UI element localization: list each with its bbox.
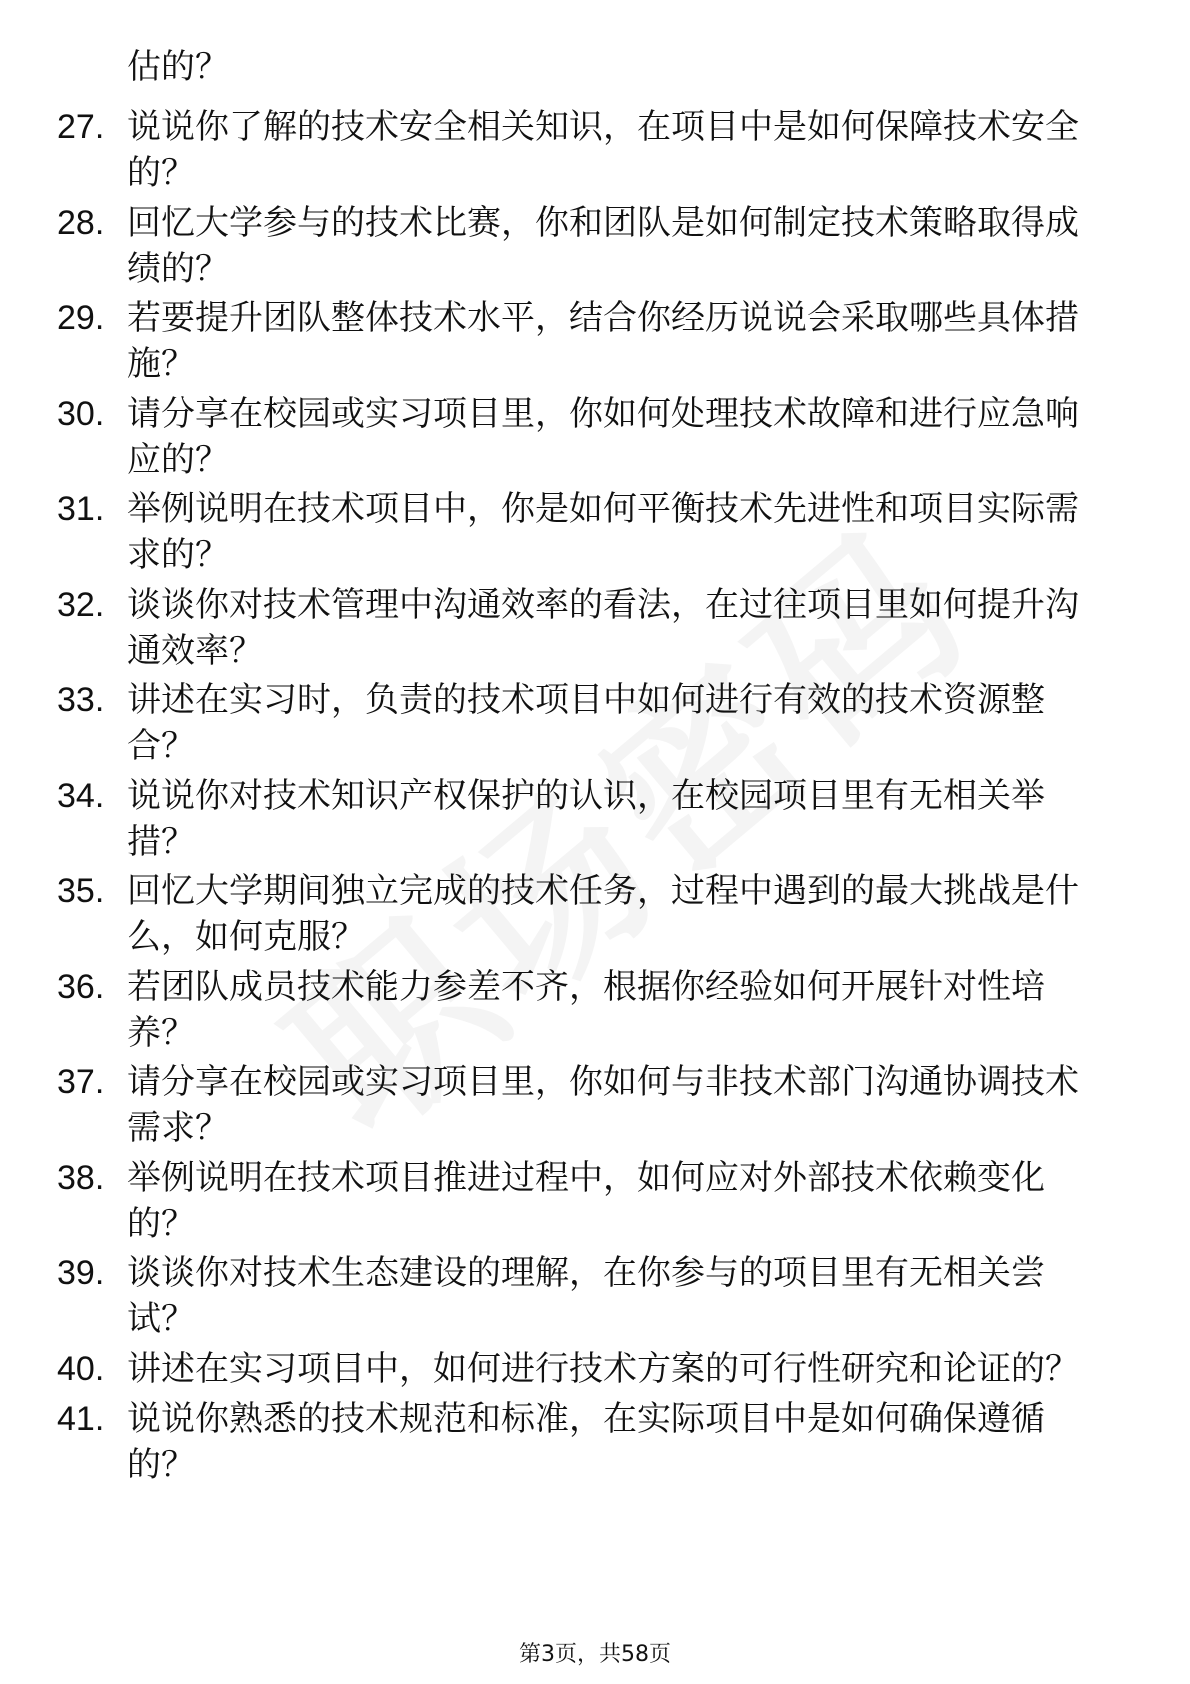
page-footer: 第3页，共58页 [519, 1642, 671, 1667]
question-wrap-line [0, 721, 1190, 771]
question-wrap-line [0, 1103, 1190, 1153]
question-text: 试？ [127, 1299, 195, 1339]
question-text: 施？ [127, 344, 195, 384]
question-number: 35. [57, 872, 105, 910]
question-text: 养？ [127, 1012, 195, 1053]
question-text: 的？ [127, 1444, 195, 1485]
question-text: 讲述在实习项目中，如何进行技术方案的可行性研究和论证的？ [127, 1348, 1079, 1389]
question-number: 38. [57, 1158, 105, 1197]
question-text: 么，如何克服？ [127, 917, 365, 957]
question-text: 通效率？ [127, 630, 263, 671]
question-first-line [0, 675, 1190, 725]
question-wrap-line [0, 148, 1190, 198]
question-text: 合？ [127, 726, 195, 766]
question-number: 34. [57, 776, 105, 815]
question-first-line [0, 1394, 1190, 1444]
question-text: 措？ [127, 821, 195, 862]
question-first-line [0, 771, 1190, 821]
question-text: 若要提升团队整体技术水平，结合你经历说说会采取哪些具体措 [127, 298, 1079, 338]
question-text: 应的？ [127, 439, 229, 480]
question-number: 32. [57, 585, 105, 624]
question-first-line [0, 198, 1190, 248]
question-first-line [0, 866, 1190, 916]
question-first-line [0, 389, 1190, 439]
question-wrap-line [0, 1008, 1190, 1058]
question-text: 说说你熟悉的技术规范和标准，在实际项目中是如何确保遵循 [127, 1398, 1045, 1439]
question-number: 41. [57, 1399, 105, 1438]
question-wrap-line [0, 1440, 1190, 1490]
question-first-line [0, 1248, 1190, 1298]
question-wrap-line [0, 626, 1190, 676]
question-first-line [0, 484, 1190, 534]
question-first-line [0, 962, 1190, 1012]
question-text: 说说你了解的技术安全相关知识，在项目中是如何保障技术安全 [127, 107, 1079, 147]
question-wrap-line [0, 1199, 1190, 1249]
question-first-line [0, 580, 1190, 630]
question-wrap-line [0, 817, 1190, 867]
continuation-line [0, 42, 1190, 92]
question-number: 27. [57, 108, 105, 146]
question-text: 需求？ [127, 1108, 229, 1148]
question-wrap-line [0, 435, 1190, 485]
question-text: 请分享在校园或实习项目里，你如何与非技术部门沟通协调技术 [127, 1062, 1079, 1102]
question-wrap-line [0, 912, 1190, 962]
question-text: 举例说明在技术项目推进过程中，如何应对外部技术依赖变化 [127, 1157, 1045, 1198]
question-text: 举例说明在技术项目中，你是如何平衡技术先进性和项目实际需 [127, 489, 1079, 529]
question-text: 谈谈你对技术生态建设的理解，在你参与的项目里有无相关尝 [127, 1253, 1045, 1293]
question-number: 30. [57, 394, 105, 433]
question-first-line [0, 1153, 1190, 1203]
question-number: 29. [57, 299, 105, 337]
question-number: 31. [57, 490, 105, 528]
question-text: 的？ [127, 1203, 195, 1244]
question-number: 28. [57, 203, 105, 242]
question-number: 33. [57, 681, 105, 719]
question-text: 请分享在校园或实习项目里，你如何处理技术故障和进行应急响 [127, 393, 1079, 434]
question-number: 39. [57, 1254, 105, 1292]
question-first-line [0, 1344, 1190, 1394]
continuation-text: 估的？ [127, 47, 229, 87]
question-wrap-line [0, 530, 1190, 580]
question-wrap-line [0, 1294, 1190, 1344]
question-first-line [0, 102, 1190, 152]
question-number: 36. [57, 967, 105, 1006]
question-number: 37. [57, 1063, 105, 1101]
question-first-line [0, 293, 1190, 343]
question-text: 回忆大学期间独立完成的技术任务，过程中遇到的最大挑战是什 [127, 871, 1079, 911]
question-text: 绩的？ [127, 248, 229, 289]
question-text: 回忆大学参与的技术比赛，你和团队是如何制定技术策略取得成 [127, 202, 1079, 243]
question-text: 的？ [127, 153, 195, 193]
question-number: 40. [57, 1349, 105, 1388]
question-text: 求的？ [127, 535, 229, 575]
question-first-line [0, 1057, 1190, 1107]
question-text: 若团队成员技术能力参差不齐，根据你经验如何开展针对性培 [127, 966, 1045, 1007]
question-wrap-line [0, 244, 1190, 294]
question-text: 说说你对技术知识产权保护的认识，在校园项目里有无相关举 [127, 775, 1045, 816]
question-wrap-line [0, 339, 1190, 389]
question-text: 谈谈你对技术管理中沟通效率的看法，在过往项目里如何提升沟 [127, 584, 1079, 625]
question-text: 讲述在实习时，负责的技术项目中如何进行有效的技术资源整 [127, 680, 1045, 720]
